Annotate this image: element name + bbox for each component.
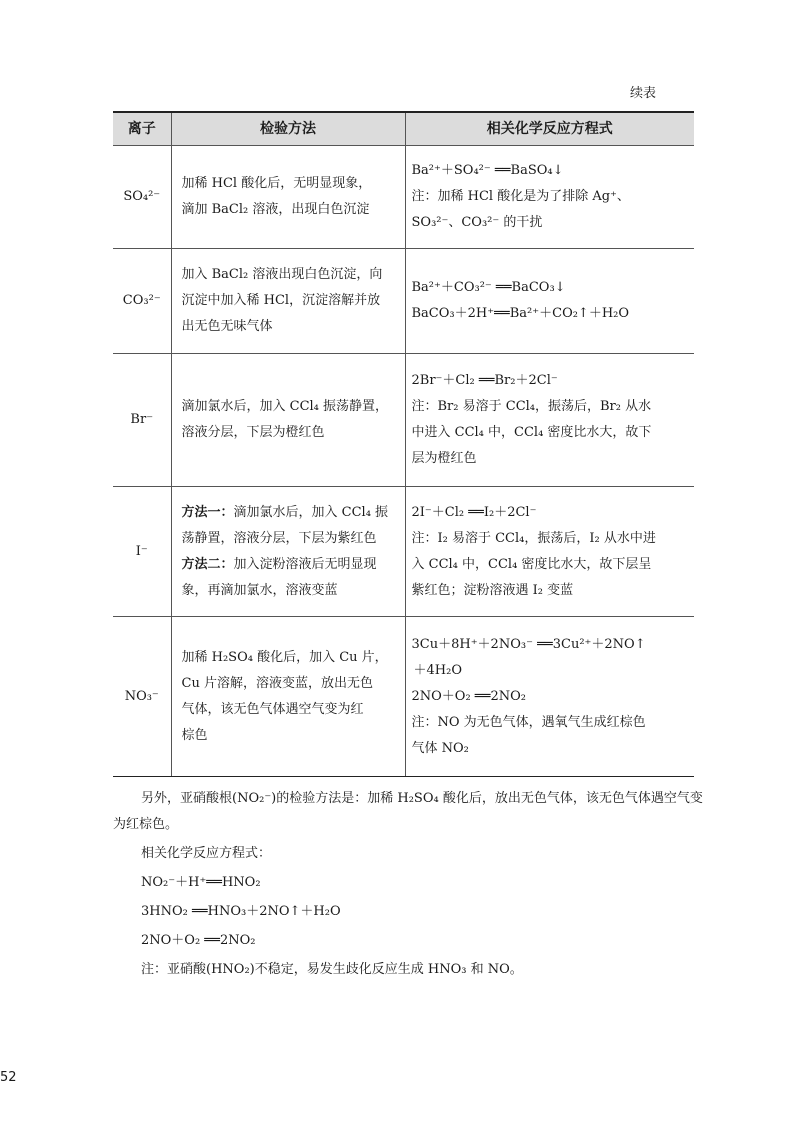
method-cell [171,354,405,487]
equations-label: 相关化学反应方程式： [141,846,272,861]
equation-line: 2I⁻＋Cl₂ ══I₂＋2Cl⁻ [411,504,537,520]
method-line: 棕色 [181,727,208,743]
method-line: 加稀 HCl 酸化后，无明显现象， [181,176,372,191]
table-header-row [113,112,694,146]
nitrite-equation: NO₂⁻＋H⁺══HNO₂ [141,875,261,890]
table-row-carbonate [113,249,694,354]
equation-cell [405,487,694,617]
nitrite-equation: 3HNO₂ ══HNO₃＋2NO↑＋H₂O [141,904,341,919]
method-cell [171,487,405,617]
equation-line: ＋4H₂O [413,662,462,678]
method-line: 溶液分层，下层为橙红色 [181,425,325,440]
note-line: 紫红色；淀粉溶液遇 I₂ 变蓝 [411,582,574,598]
note-line: 入 CCl₄ 中，CCl₄ 密度比水大，故下层呈 [411,556,652,572]
method-two-text: 加入淀粉溶液后无明显现 [233,556,377,572]
method-line: 出无色无味气体 [181,319,273,334]
method-cell [171,249,405,354]
table-row-iodide [113,487,694,617]
nitrite-paragraph: 另外，亚硝酸根(NO₂⁻)的检验方法是：加稀 H₂SO₄ 酸化后，放出无色气体，该无色气体遇空气变为红棕色。 [113,791,703,832]
method-line: 加稀 H₂SO₄ 酸化后，加入 Cu 片， [181,649,388,665]
equation-line: 2NO＋O₂ ══2NO₂ [411,688,526,704]
method-line: 滴加氯水后，加入 CCl₄ 振荡静置， [181,399,389,414]
equation-line: 2Br⁻＋Cl₂ ══Br₂＋2Cl⁻ [411,373,558,388]
method-line: 象，再滴加氯水，溶液变蓝 [181,582,338,598]
equation-line: 3Cu＋8H⁺＋2NO₃⁻ ══3Cu²⁺＋2NO↑ [411,636,646,652]
note-line: 注：加稀 HCl 酸化是为了排除 Ag⁺、 [411,189,630,204]
method-line: 滴加 BaCl₂ 溶液，出现白色沉淀 [181,202,370,217]
equation-cell [405,617,694,777]
table-row-bromide [113,354,694,487]
method-cell [171,617,405,777]
equation-cell [405,249,694,354]
ion-test-table [113,111,694,777]
method-two-label: 方法二： [181,556,234,572]
note-line: 气体 NO₂ [411,740,469,756]
equation-line: Ba²⁺＋CO₃²⁻ ══BaCO₃↓ [411,280,566,295]
ion-cell: Br⁻ [113,354,171,487]
equation-line: BaCO₃＋2H⁺══Ba²⁺＋CO₂↑＋H₂O [411,306,630,321]
method-line: 气体，该无色气体遇空气变为红 [181,701,364,717]
ion-cell: I⁻ [113,487,171,617]
equation-line: Ba²⁺＋SO₄²⁻ ══BaSO₄↓ [411,163,564,178]
method-line: Cu 片溶解，溶液变蓝，放出无色 [181,675,373,691]
continued-label: 续表 [630,86,657,101]
note-line: 注：NO 为无色气体，遇氧气生成红棕色 [411,714,646,730]
header-method: 检验方法 [171,112,405,146]
ion-cell: CO₃²⁻ [113,249,171,354]
table-row-sulfate [113,146,694,249]
method-cell [171,146,405,249]
ion-cell: SO₄²⁻ [113,146,171,249]
equation-cell [405,354,694,487]
table-row-nitrate [113,617,694,777]
nitrite-equation: 2NO＋O₂ ══2NO₂ [141,933,256,948]
note-line: 注：Br₂ 易溶于 CCl₄，振荡后，Br₂ 从水 [411,399,652,414]
ion-cell: NO₃⁻ [113,617,171,777]
method-one-text: 滴加氯水后，加入 CCl₄ 振 [233,504,389,520]
method-line [182,500,395,526]
method-line: 荡静置，溶液分层，下层为紫红色 [181,530,377,546]
header-equations: 相关化学反应方程式 [405,112,694,146]
note-line: 层为橙红色 [411,451,477,466]
note-line: 注：I₂ 易溶于 CCl₄，振荡后，I₂ 从水中进 [411,530,656,546]
method-line [182,552,395,578]
method-line: 加入 BaCl₂ 溶液出现白色沉淀，向 [181,267,383,282]
note-line: 中进入 CCl₄ 中，CCl₄ 密度比水大，故下 [411,425,652,440]
note-line: SO₃²⁻、CO₃²⁻ 的干扰 [411,215,543,230]
method-line: 沉淀中加入稀 HCl，沉淀溶解并放 [181,293,381,308]
nitrite-section [113,786,703,986]
equation-cell [405,146,694,249]
nitrite-note: 注：亚硝酸(HNO₂)不稳定，易发生歧化反应生成 HNO₃ 和 NO。 [141,962,523,977]
header-ion: 离子 [113,112,171,146]
method-one-label: 方法一： [181,504,234,520]
page-number: 52 [0,1070,17,1085]
